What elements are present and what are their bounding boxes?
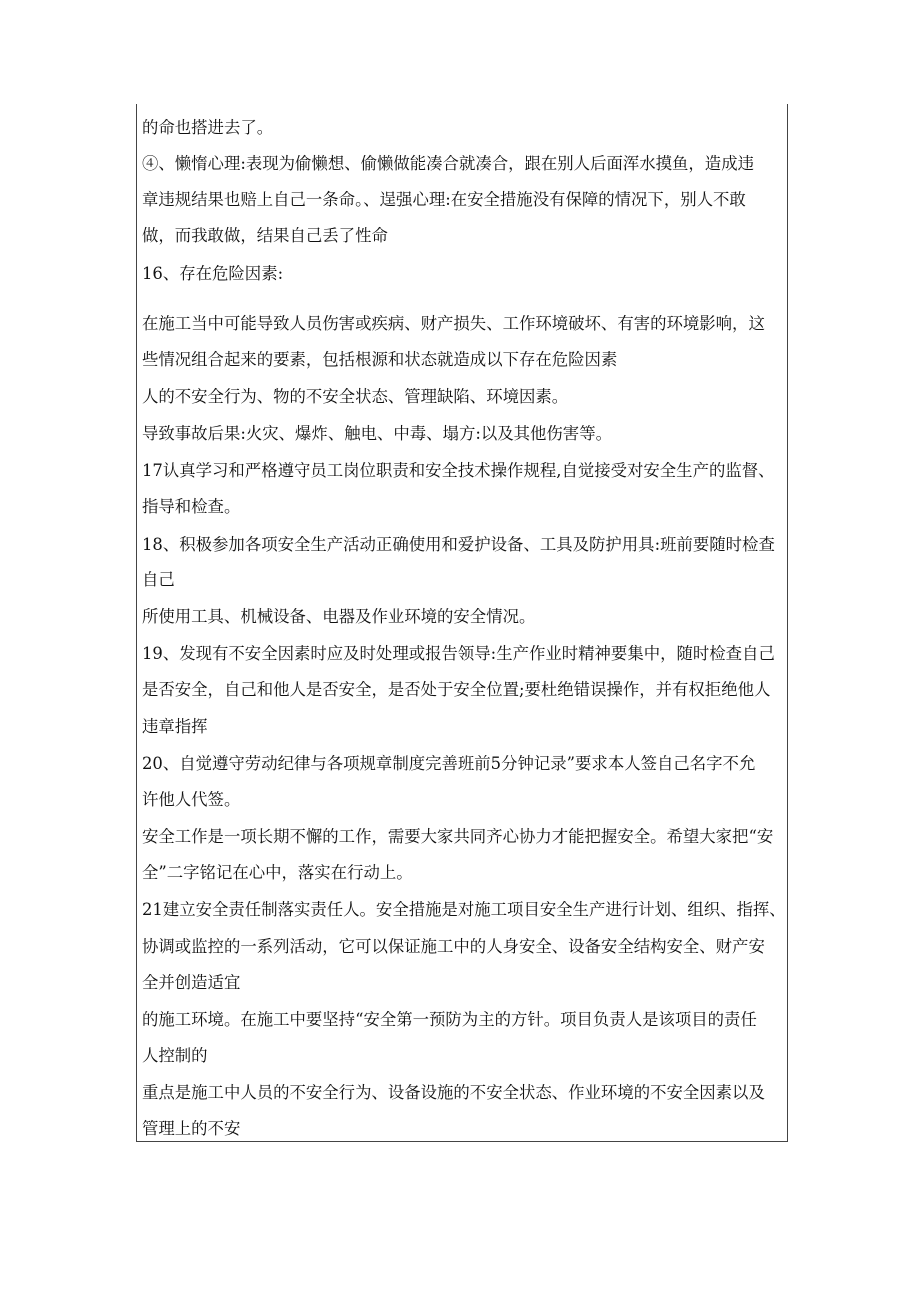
text-line: 指导和检查。 — [142, 497, 241, 516]
text-line: 些情况组合起来的要素，包括根源和状态就造成以下存在危险因素 — [142, 350, 618, 369]
text-line: 18、积极参加各项安全生产活动正确使用和爱护设备、工具及防护用具:班前要随时检查 — [142, 535, 775, 554]
text-line: 管理上的不安 — [142, 1119, 241, 1138]
text-line: 违章指挥 — [142, 717, 208, 736]
text-line: 自己 — [142, 570, 175, 589]
text-line: 全并创造适宜 — [142, 973, 241, 992]
text-line: 导致事故后果:火灾、爆炸、触电、中毒、塌方:以及其他伤害等。 — [142, 424, 612, 443]
text-line: 的命也搭进去了。 — [142, 118, 274, 137]
text-line: 许他人代签。 — [142, 790, 241, 809]
text-line: 重点是施工中人员的不安全行为、设备设施的不安全状态、作业环境的不安全因素以及 — [142, 1083, 765, 1102]
text-line: 的施工环境。在施工中要坚持“安全第一预防为主的方针。项目负责人是该项目的责任 — [142, 1010, 757, 1029]
text-line: 章违规结果也赔上自己一条命。、逞强心理:在安全措施没有保障的情况下，别人不敢 — [142, 190, 746, 209]
text-line: 是否安全，自己和他人是否安全，是否处于安全位置;要杜绝错误操作，并有权拒绝他人 — [142, 680, 771, 699]
text-line: 21建立安全责任制落实责任人。安全措施是对施工项目安全生产进行计划、组织、指挥、 — [142, 900, 786, 919]
text-line: 人的不安全行为、物的不安全状态、管理缺陷、环境因素。 — [142, 387, 569, 406]
section-heading: 16、存在危险因素: — [142, 264, 284, 283]
text-line: 所使用工具、机械设备、电器及作业环境的安全情况。 — [142, 607, 536, 626]
text-line: 做，而我敢做，结果自己丢了性命 — [142, 226, 388, 245]
text-line: 协调或监控的一系列活动，它可以保证施工中的人身安全、设备安全结构安全、财产安 — [142, 937, 765, 956]
text-line: 人控制的 — [142, 1046, 208, 1065]
text-line: 20、自觉遵守劳动纪律与各项规章制度完善班前5分钟记录”要求本人签自己名字不允 — [142, 754, 756, 773]
text-line: 17认真学习和严格遵守员工岗位职责和安全技术操作规程,自觉接受对安全生产的监督、 — [142, 461, 775, 480]
text-line: 全”二字铭记在心中，落实在行动上。 — [142, 863, 413, 882]
text-line: ④、懒惰心理:表现为偷懒想、偷懒做能凑合就凑合，跟在别人后面浑水摸鱼，造成违 — [142, 154, 754, 173]
text-line: 在施工当中可能导致人员伤害或疾病、财产损失、工作环境破坏、有害的环境影响，这 — [142, 314, 765, 333]
text-line: 19、发现有不安全因素时应及时处理或报告领导:生产作业时精神要集中，随时检查自己 — [142, 644, 775, 663]
text-line: 安全工作是一项长期不懈的工作，需要大家共同齐心协力才能把握安全。希望大家把“安 — [142, 827, 774, 846]
